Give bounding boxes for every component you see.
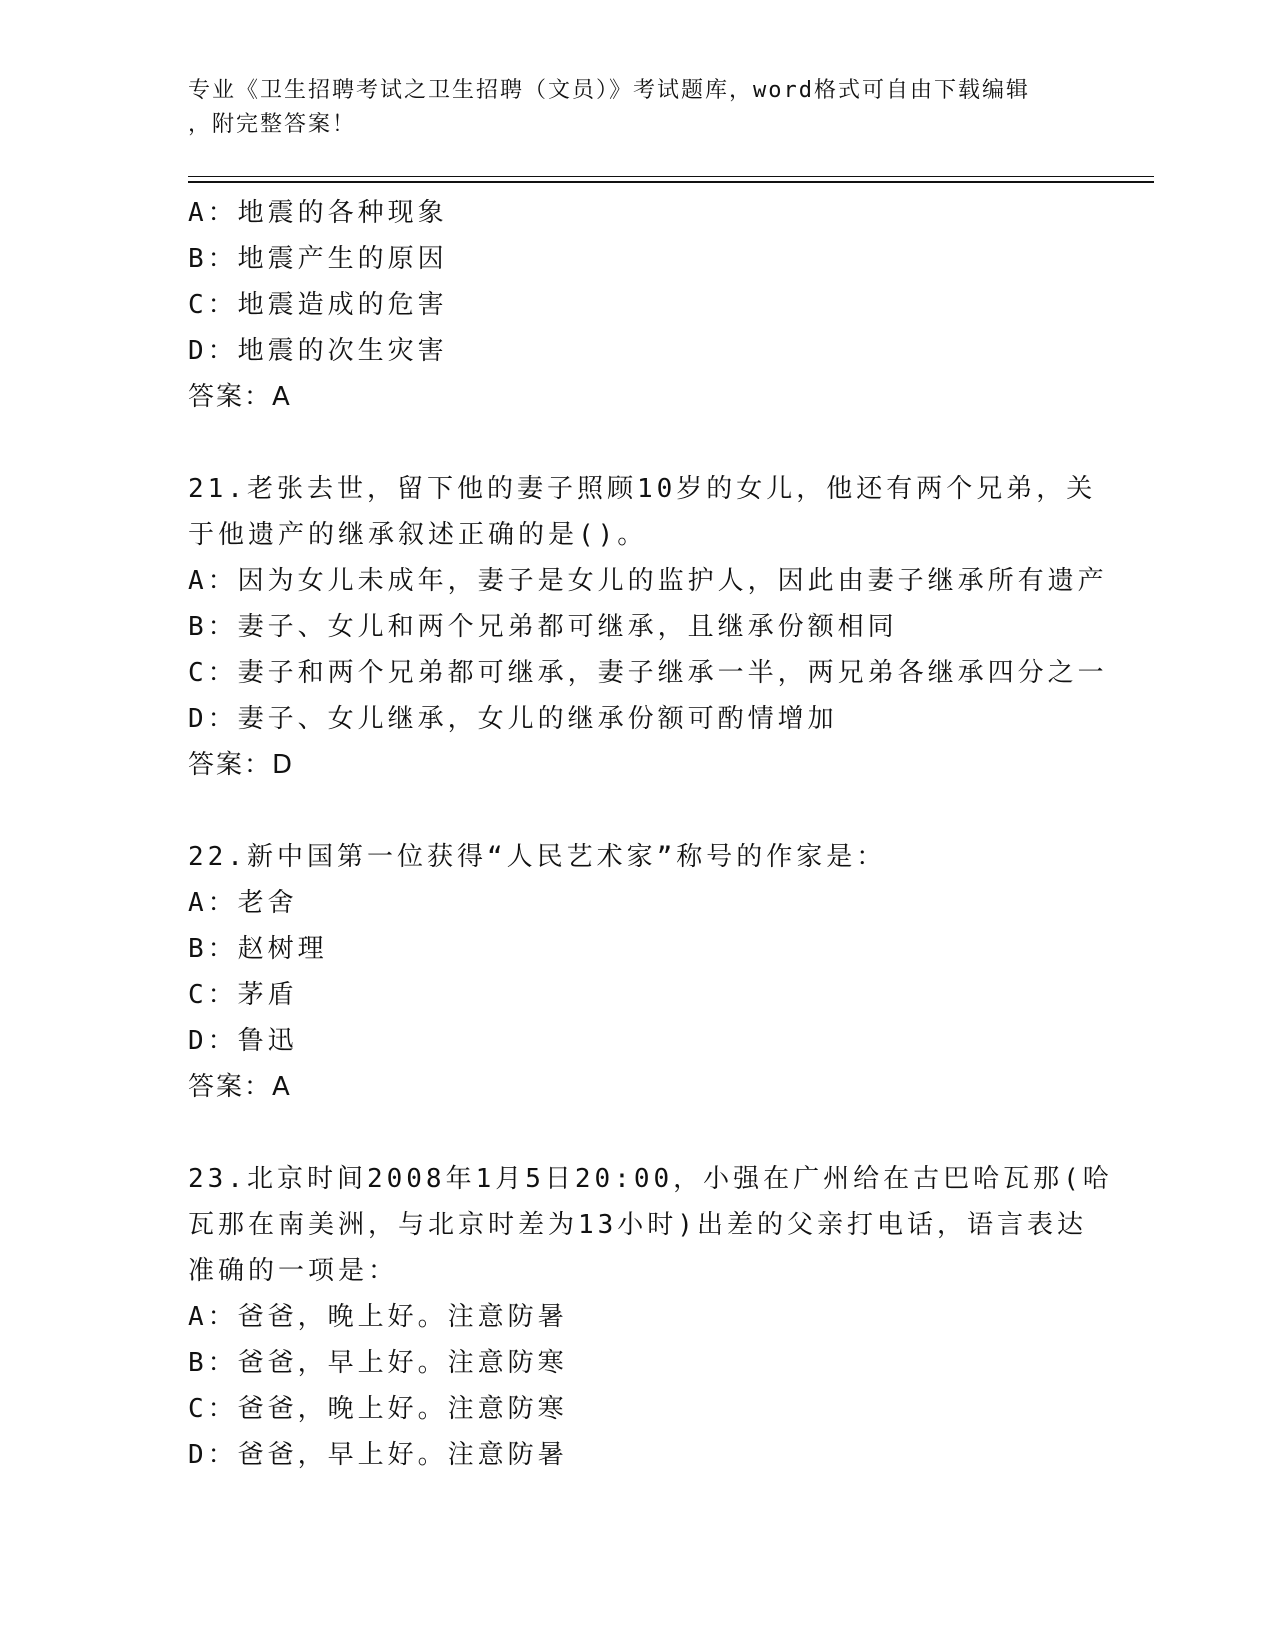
option-d: D：地震的次生灾害 xyxy=(188,336,448,366)
answer: 答案：A xyxy=(188,382,292,412)
answer: 答案：A xyxy=(188,1072,292,1102)
question-stem-line: 23.北京时间2008年1月5日20:00，小强在广州给在古巴哈瓦那(哈 xyxy=(188,1164,1113,1194)
option-a: A：老舍 xyxy=(188,888,298,918)
option-c: C：爸爸，晚上好。注意防寒 xyxy=(188,1394,568,1424)
question-stem-line: 21.老张去世，留下他的妻子照顾10岁的女儿，他还有两个兄弟，关 xyxy=(188,474,1097,504)
question-stem-line: 准确的一项是： xyxy=(188,1256,399,1286)
option-c: C：妻子和两个兄弟都可继承，妻子继承一半，两兄弟各继承四分之一 xyxy=(188,658,1108,688)
answer: 答案：D xyxy=(188,750,295,780)
spacer xyxy=(188,788,1088,834)
option-c: C：地震造成的危害 xyxy=(188,290,448,320)
option-d: D：爸爸，早上好。注意防暑 xyxy=(188,1440,568,1470)
question-21 xyxy=(188,466,1108,788)
option-b: B：妻子、女儿和两个兄弟都可继承，且继承份额相同 xyxy=(188,612,898,642)
option-d: D：妻子、女儿继承，女儿的继承份额可酌情增加 xyxy=(188,704,838,734)
question-22 xyxy=(188,834,1088,1110)
option-a: A：因为女儿未成年，妻子是女儿的监护人，因此由妻子继承所有遗产 xyxy=(188,566,1108,596)
option-d: D：鲁迅 xyxy=(188,1026,298,1056)
header-note xyxy=(188,74,1088,142)
option-b: B：赵树理 xyxy=(188,934,328,964)
option-a: A：地震的各种现象 xyxy=(188,198,448,228)
option-b: B：爸爸，早上好。注意防寒 xyxy=(188,1348,568,1378)
header-divider-thick xyxy=(188,181,1154,183)
option-c: C：茅盾 xyxy=(188,980,298,1010)
question-23 xyxy=(188,1156,1113,1478)
header-note-line-2: ，附完整答案！ xyxy=(188,112,357,137)
option-b: B：地震产生的原因 xyxy=(188,244,448,274)
question-stem-line: 瓦那在南美洲，与北京时差为13小时)出差的父亲打电话，语言表达 xyxy=(188,1210,1087,1240)
header-divider-thin xyxy=(188,176,1154,177)
spacer xyxy=(188,1110,1088,1156)
spacer xyxy=(188,420,1088,466)
header-note-line-1: 专业《卫生招聘考试之卫生招聘（文员）》考试题库，word格式可自由下载编辑 xyxy=(188,78,1030,103)
option-a: A：爸爸，晚上好。注意防暑 xyxy=(188,1302,568,1332)
question-stem-line: 于他遗产的继承叙述正确的是()。 xyxy=(188,520,648,550)
question-stem-line: 22.新中国第一位获得“人民艺术家”称号的作家是： xyxy=(188,842,887,872)
question-20 xyxy=(188,190,1088,420)
question-content xyxy=(188,190,1113,1478)
